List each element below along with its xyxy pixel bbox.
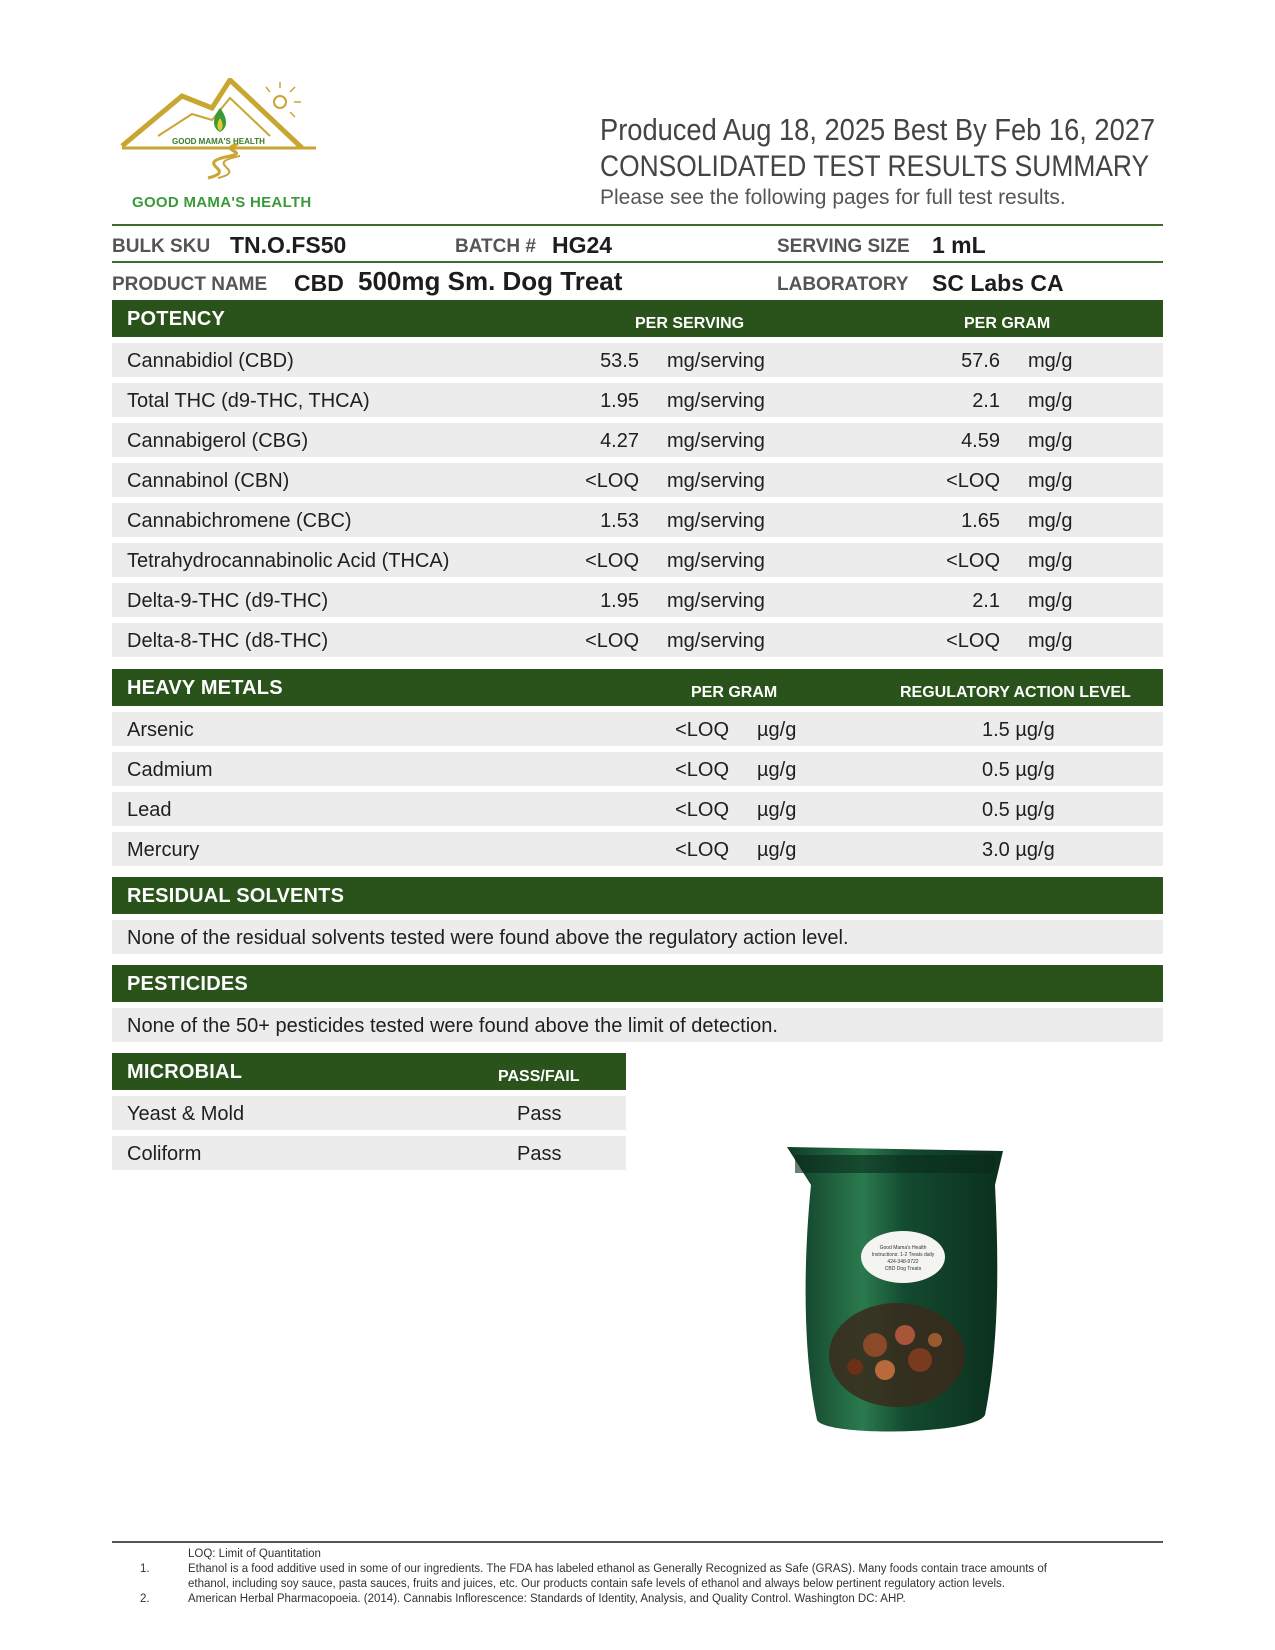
footnote-num: 1. xyxy=(140,1563,150,1575)
potency-row xyxy=(112,543,1163,577)
metal-unit: µg/g xyxy=(757,839,797,861)
product-name-label: PRODUCT NAME xyxy=(112,274,268,295)
per-serving-value: 1.95 xyxy=(600,590,639,612)
per-serving-unit: mg/serving xyxy=(667,470,765,492)
footnote-num: 2. xyxy=(140,1593,150,1605)
per-gram-unit: mg/g xyxy=(1028,630,1073,652)
per-gram-unit: mg/g xyxy=(1028,390,1073,412)
per-gram-unit: mg/g xyxy=(1028,350,1073,372)
footnote-text: ethanol, including soy sauce, pasta sauces, fruits and juices, etc. Our products contain safe levels of ethanol and always below pertinent regulatory action levels. xyxy=(188,1578,1005,1590)
analyte-name: Delta-9-THC (d9-THC) xyxy=(127,590,329,612)
serving-size-label: SERVING SIZE xyxy=(777,236,910,257)
metal-row xyxy=(112,792,1163,826)
per-gram-value: 1.65 xyxy=(961,510,1000,532)
analyte-name: Delta-8-THC (d8-THC) xyxy=(127,630,329,652)
per-serving-value: 1.95 xyxy=(600,390,639,412)
potency-row xyxy=(112,383,1163,417)
per-serving-value: 53.5 xyxy=(600,350,639,372)
action-level: 1.5 µg/g xyxy=(982,719,1055,741)
metal-value: <LOQ xyxy=(675,799,729,821)
metal-unit: µg/g xyxy=(757,759,797,781)
analyte-name: Tetrahydrocannabinolic Acid (THCA) xyxy=(127,550,450,572)
footnote-loq: LOQ: Limit of Quantitation xyxy=(188,1548,321,1560)
per-gram-unit: mg/g xyxy=(1028,470,1073,492)
per-serving-unit: mg/serving xyxy=(667,390,765,412)
pesticides-title: PESTICIDES xyxy=(127,973,248,995)
pass-fail-result: Pass xyxy=(517,1143,562,1165)
document-subtitle: Please see the following pages for full test results. xyxy=(600,186,1066,209)
analyte-name: Cannabidiol (CBD) xyxy=(127,350,294,372)
residual-solvents-header xyxy=(112,877,1163,914)
residual-solvents-text: None of the residual solvents tested were found above the regulatory action level. xyxy=(127,927,849,949)
action-level: 0.5 µg/g xyxy=(982,799,1055,821)
pesticides-text: None of the 50+ pesticides tested were found above the limit of detection. xyxy=(127,1015,778,1037)
metal-value: <LOQ xyxy=(675,719,729,741)
potency-col-gram: PER GRAM xyxy=(964,315,1051,332)
metal-row xyxy=(112,712,1163,746)
metal-row xyxy=(112,832,1163,866)
microbial-name: Coliform xyxy=(127,1143,202,1165)
mountain-logo-icon xyxy=(120,78,330,193)
metal-value: <LOQ xyxy=(675,839,729,861)
per-serving-value: <LOQ xyxy=(585,470,639,492)
potency-row xyxy=(112,343,1163,377)
brand-logo xyxy=(120,78,330,218)
metal-unit: µg/g xyxy=(757,719,797,741)
per-gram-unit: mg/g xyxy=(1028,550,1073,572)
per-gram-value: <LOQ xyxy=(946,630,1000,652)
potency-title: POTENCY xyxy=(127,308,226,330)
microbial-row xyxy=(112,1096,626,1130)
bulk-sku-label: BULK SKU xyxy=(112,236,211,257)
laboratory-label: LABORATORY xyxy=(777,274,909,295)
potency-header xyxy=(112,300,1163,337)
heavy-metals-title: HEAVY METALS xyxy=(127,677,283,699)
per-gram-value: <LOQ xyxy=(946,470,1000,492)
metal-name: Lead xyxy=(127,799,172,821)
per-gram-value: 2.1 xyxy=(972,390,1000,412)
microbial-col: PASS/FAIL xyxy=(498,1068,580,1085)
footnote-text: Ethanol is a food additive used in some of our ingredients. The FDA has labeled ethanol as Generally Recognized as Safe (GRAS). Many foods contain trace amounts of xyxy=(188,1563,1047,1575)
per-serving-unit: mg/serving xyxy=(667,430,765,452)
action-level: 3.0 µg/g xyxy=(982,839,1055,861)
pesticides-row xyxy=(112,1008,1163,1042)
brand-name: GOOD MAMA'S HEALTH xyxy=(132,194,312,211)
analyte-name: Cannabigerol (CBG) xyxy=(127,430,309,452)
produced-date: Produced Aug 18, 2025 Best By Feb 16, 2027 xyxy=(600,112,1156,147)
potency-row xyxy=(112,423,1163,457)
svg-text:424-348-9722: 424-348-9722 xyxy=(887,1259,919,1265)
pass-fail-result: Pass xyxy=(517,1103,562,1125)
per-serving-value: 4.27 xyxy=(600,430,639,452)
per-gram-value: 4.59 xyxy=(961,430,1000,452)
per-serving-unit: mg/serving xyxy=(667,550,765,572)
per-gram-unit: mg/g xyxy=(1028,590,1073,612)
per-gram-unit: mg/g xyxy=(1028,430,1073,452)
metal-name: Arsenic xyxy=(127,719,194,741)
per-gram-value: 57.6 xyxy=(961,350,1000,372)
product-name-value: 500mg Sm. Dog Treat xyxy=(358,266,623,296)
per-serving-value: 1.53 xyxy=(600,510,639,532)
document-title: CONSOLIDATED TEST RESULTS SUMMARY xyxy=(600,150,1150,183)
bulk-sku-value: TN.O.FS50 xyxy=(230,232,347,258)
per-serving-unit: mg/serving xyxy=(667,590,765,612)
pesticides-header xyxy=(112,965,1163,1002)
product-name-prefix: CBD xyxy=(294,270,344,296)
metal-unit: µg/g xyxy=(757,799,797,821)
per-serving-unit: mg/serving xyxy=(667,510,765,532)
serving-size-value: 1 mL xyxy=(932,232,986,258)
divider xyxy=(112,261,1163,263)
batch-value: HG24 xyxy=(552,232,613,258)
analyte-name: Total THC (d9-THC, THCA) xyxy=(127,390,370,412)
potency-col-serving: PER SERVING xyxy=(635,315,745,332)
laboratory-value: SC Labs CA xyxy=(932,270,1064,296)
analyte-name: Cannabichromene (CBC) xyxy=(127,510,352,532)
metal-name: Cadmium xyxy=(127,759,213,781)
heavy-metals-header xyxy=(112,669,1163,706)
svg-text:Instructions: 1-2 Treats daily: Instructions: 1-2 Treats daily xyxy=(871,1252,935,1258)
microbial-row xyxy=(112,1136,626,1170)
batch-label: BATCH # xyxy=(455,236,536,257)
potency-row xyxy=(112,623,1163,657)
footer-divider xyxy=(112,1541,1163,1543)
potency-row xyxy=(112,583,1163,617)
action-level: 0.5 µg/g xyxy=(982,759,1055,781)
heavy-metals-col-gram: PER GRAM xyxy=(691,684,778,701)
per-serving-unit: mg/serving xyxy=(667,350,765,372)
per-serving-unit: mg/serving xyxy=(667,630,765,652)
analyte-name: Cannabinol (CBN) xyxy=(127,470,290,492)
per-serving-value: <LOQ xyxy=(585,550,639,572)
heavy-metals-col-level: REGULATORY ACTION LEVEL xyxy=(900,684,1131,701)
metal-row xyxy=(112,752,1163,786)
svg-text:Good Mama's Health: Good Mama's Health xyxy=(879,1245,927,1251)
residual-solvents-row xyxy=(112,920,1163,954)
per-gram-unit: mg/g xyxy=(1028,510,1073,532)
svg-text:GOOD MAMA'S HEALTH: GOOD MAMA'S HEALTH xyxy=(172,137,265,146)
microbial-name: Yeast & Mold xyxy=(127,1103,245,1125)
product-bag-image xyxy=(785,1145,1005,1440)
footnote-text: American Herbal Pharmacopoeia. (2014). Cannabis Inflorescence: Standards of Identity, Analysis, and Quality Control. Washington DC: AHP. xyxy=(188,1593,906,1605)
residual-solvents-title: RESIDUAL SOLVENTS xyxy=(127,885,345,907)
potency-row xyxy=(112,463,1163,497)
divider xyxy=(112,224,1163,226)
svg-text:CBD Dog Treats: CBD Dog Treats xyxy=(884,1266,922,1272)
potency-row xyxy=(112,503,1163,537)
metal-name: Mercury xyxy=(127,839,200,861)
per-serving-value: <LOQ xyxy=(585,630,639,652)
per-gram-value: 2.1 xyxy=(972,590,1000,612)
metal-value: <LOQ xyxy=(675,759,729,781)
microbial-title: MICROBIAL xyxy=(127,1061,243,1083)
per-gram-value: <LOQ xyxy=(946,550,1000,572)
microbial-header xyxy=(112,1053,626,1090)
